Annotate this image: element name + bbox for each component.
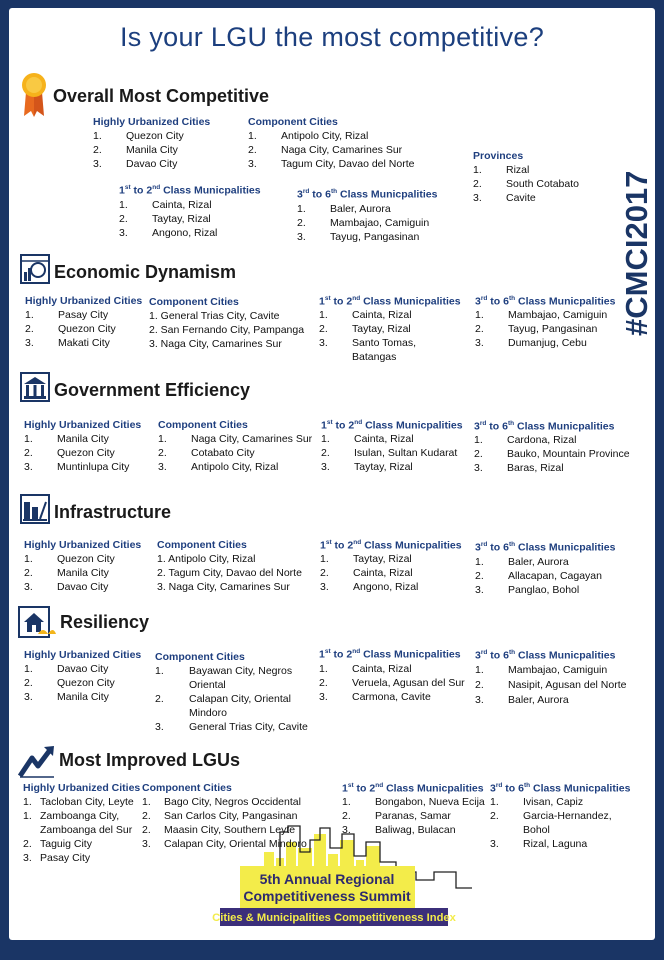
rank-number: 3. bbox=[490, 838, 499, 850]
rank-number: 2. bbox=[321, 447, 330, 459]
gov-huc-header: Highly Urbanized Cities bbox=[24, 419, 142, 431]
lgu-name: Tayug, Pangasinan bbox=[508, 323, 598, 335]
lgu-name: Mindoro bbox=[189, 707, 227, 719]
lgu-name: Tacloban City, Leyte bbox=[40, 796, 134, 808]
lgu-name: Pasay City bbox=[40, 852, 91, 864]
rank-number: 3. bbox=[93, 158, 102, 170]
rank-number: 2. bbox=[474, 448, 483, 460]
section-heading-most-improved: Most Improved LGUs bbox=[59, 750, 241, 770]
lgu-name: Cardona, Rizal bbox=[507, 434, 577, 446]
lgu-name: Makati City bbox=[58, 337, 110, 349]
lgu-name: Rizal bbox=[506, 164, 530, 176]
lgu-name: Quezon City bbox=[57, 447, 115, 459]
lgu-name: 2. Tagum City, Davao del Norte bbox=[157, 567, 302, 579]
summit-line-2: Competitiveness Summit bbox=[243, 888, 411, 904]
lgu-name: Davao City bbox=[57, 663, 109, 675]
lgu-name: Bauko, Mountain Province bbox=[507, 448, 630, 460]
econ-cc-header: Component Cities bbox=[149, 296, 239, 308]
rank-number: 1. bbox=[24, 553, 33, 565]
lgu-name: Santo Tomas, bbox=[352, 337, 417, 349]
lgu-name: 3. Naga City, Camarines Sur bbox=[149, 338, 282, 350]
lgu-name: Quezon City bbox=[126, 130, 184, 142]
gov-m12-header: 1st to 2nd Class Municpalities bbox=[321, 419, 463, 432]
lgu-name: Oriental bbox=[189, 679, 226, 691]
lgu-name: Tayug, Pangasinan bbox=[330, 231, 420, 243]
section-heading-government-efficiency: Government Efficiency bbox=[54, 380, 251, 400]
lgu-name: Manila City bbox=[126, 144, 178, 156]
rank-number: 3. bbox=[24, 461, 33, 473]
rank-number: 2. bbox=[93, 144, 102, 156]
lgu-name: Quezon City bbox=[57, 677, 115, 689]
rank-number: 2. bbox=[155, 693, 164, 705]
svg-text:#CMCI2017: #CMCI2017 bbox=[619, 170, 654, 336]
rank-number: 3. bbox=[297, 231, 306, 243]
lgu-name: Baras, Rizal bbox=[507, 462, 564, 474]
rank-number: 2. bbox=[142, 810, 151, 822]
rank-number: 3. bbox=[248, 158, 257, 170]
rank-number: 3. bbox=[23, 852, 32, 864]
rank-number: 1. bbox=[342, 796, 351, 808]
lgu-name: Panglao, Bohol bbox=[508, 584, 580, 596]
improved-huc-header: Highly Urbanized Cities bbox=[23, 782, 141, 794]
rank-number: 3. bbox=[142, 838, 151, 850]
improved-m36-header: 3rd to 6th Class Municpalities bbox=[490, 782, 631, 795]
lgu-name: Isulan, Sultan Kudarat bbox=[354, 447, 458, 459]
lgu-name: Taytay, Rizal bbox=[352, 323, 411, 335]
rank-number: 3. bbox=[24, 691, 33, 703]
lgu-name: Rizal, Laguna bbox=[523, 838, 588, 850]
rank-number: 1. bbox=[93, 130, 102, 142]
summit-line-1: 5th Annual Regional bbox=[259, 871, 395, 887]
lgu-name: Allacapan, Cagayan bbox=[508, 570, 602, 582]
lgu-name: Nasipit, Agusan del Norte bbox=[508, 679, 627, 691]
lgu-name: Zamboanga del Sur bbox=[40, 824, 133, 836]
rank-number: 1. bbox=[320, 553, 329, 565]
improved-cc-header: Component Cities bbox=[142, 782, 232, 794]
lgu-name: Taytay, Rizal bbox=[353, 553, 412, 565]
lgu-name: Bohol bbox=[523, 824, 550, 836]
lgu-name: Baler, Aurora bbox=[330, 203, 391, 215]
lgu-name: Antipolo City, Rizal bbox=[281, 130, 369, 142]
rank-number: 1. bbox=[474, 434, 483, 446]
lgu-name: 3. Naga City, Camarines Sur bbox=[157, 581, 290, 593]
lgu-name: Cotabato City bbox=[191, 447, 255, 459]
rank-number: 3. bbox=[473, 192, 482, 204]
lgu-name: Bayawan City, Negros bbox=[189, 665, 293, 677]
rank-number: 2. bbox=[23, 838, 32, 850]
rank-number: 3. bbox=[475, 584, 484, 596]
rank-number: 3. bbox=[155, 721, 164, 733]
lgu-name: Manila City bbox=[57, 567, 109, 579]
lgu-name: Dumanjug, Cebu bbox=[508, 337, 587, 349]
lgu-name: Mambajao, Camiguin bbox=[330, 217, 430, 229]
rank-number: 2. bbox=[319, 677, 328, 689]
lgu-name: Angono, Rizal bbox=[353, 581, 419, 593]
rank-number: 2. bbox=[475, 679, 484, 691]
lgu-name: San Carlos City, Pangasinan bbox=[164, 810, 298, 822]
overall-provinces-header: Provinces bbox=[473, 150, 524, 162]
rank-number: 1. bbox=[24, 433, 33, 445]
lgu-name: Paranas, Samar bbox=[375, 810, 451, 822]
rank-number: 2. bbox=[248, 144, 257, 156]
lgu-name: 2. San Fernando City, Pampanga bbox=[149, 324, 305, 336]
rank-number: 3. bbox=[24, 581, 33, 593]
economy-icon bbox=[20, 254, 50, 284]
rank-number: 3. bbox=[474, 462, 483, 474]
lgu-name: Mambajao, Camiguin bbox=[508, 664, 608, 676]
rank-number: 2. bbox=[25, 323, 34, 335]
rank-number: 2. bbox=[342, 810, 351, 822]
rank-number: 1. bbox=[158, 433, 167, 445]
rank-number: 2. bbox=[119, 213, 128, 225]
rank-number: 1. bbox=[475, 309, 484, 321]
rank-number: 2. bbox=[158, 447, 167, 459]
rank-number: 3. bbox=[119, 227, 128, 239]
rank-number: 1. bbox=[155, 665, 164, 677]
lgu-name: Cainta, Rizal bbox=[152, 199, 212, 211]
gov-cc-header: Component Cities bbox=[158, 419, 248, 431]
overall-cc-header: Component Cities bbox=[248, 116, 338, 128]
lgu-name: 1. Antipolo City, Rizal bbox=[157, 553, 256, 565]
lgu-name: Veruela, Agusan del Sur bbox=[352, 677, 465, 689]
lgu-name: Pasay City bbox=[58, 309, 109, 321]
lgu-name: Garcia-Hernandez, bbox=[523, 810, 612, 822]
lgu-name: Mambajao, Camiguin bbox=[508, 309, 608, 321]
cmci-hashtag bbox=[619, 108, 654, 338]
rank-number: 2. bbox=[475, 323, 484, 335]
lgu-name: Taytay, Rizal bbox=[354, 461, 413, 473]
lgu-name: Calapan City, Oriental Mindoro bbox=[164, 838, 307, 850]
lgu-name: South Cotabato bbox=[506, 178, 579, 190]
lgu-name: Carmona, Cavite bbox=[352, 691, 431, 703]
rank-number: 3. bbox=[321, 461, 330, 473]
rank-number: 1. bbox=[23, 810, 32, 822]
lgu-name: Cainta, Rizal bbox=[353, 567, 413, 579]
rank-number: 2. bbox=[24, 447, 33, 459]
rank-number: 1. bbox=[25, 309, 34, 321]
resil-huc-header: Highly Urbanized Cities bbox=[24, 649, 142, 661]
medal-icon bbox=[20, 72, 48, 118]
infra-m36-header: 3rd to 6th Class Municpalities bbox=[475, 541, 616, 554]
lgu-name: Davao City bbox=[126, 158, 178, 170]
section-heading-economic-dynamism: Economic Dynamism bbox=[54, 262, 237, 282]
rank-number: 1. bbox=[473, 164, 482, 176]
rank-number: 2. bbox=[297, 217, 306, 229]
lgu-name: Cainta, Rizal bbox=[352, 309, 412, 321]
rank-number: 3. bbox=[319, 691, 328, 703]
lgu-name: Cainta, Rizal bbox=[352, 663, 412, 675]
lgu-name: Batangas bbox=[352, 351, 397, 363]
lgu-name: General Trias City, Cavite bbox=[189, 721, 308, 733]
infra-huc-header: Highly Urbanized Cities bbox=[24, 539, 142, 551]
lgu-name: Baler, Aurora bbox=[508, 556, 569, 568]
lgu-name: 1. General Trias City, Cavite bbox=[149, 310, 280, 322]
rank-number: 1. bbox=[319, 309, 328, 321]
page-title: Is your LGU the most competitive? bbox=[119, 22, 545, 52]
rank-number: 3. bbox=[475, 694, 484, 706]
lgu-name: Naga City, Camarines Sur bbox=[191, 433, 313, 445]
econ-m36-header: 3rd to 6th Class Municpalities bbox=[475, 295, 616, 308]
lgu-name: Calapan City, Oriental bbox=[189, 693, 291, 705]
econ-huc-header: Highly Urbanized Cities bbox=[25, 295, 143, 307]
lgu-name: Angono, Rizal bbox=[152, 227, 218, 239]
section-heading-resiliency: Resiliency bbox=[60, 612, 150, 632]
rank-number: 3. bbox=[158, 461, 167, 473]
lgu-name: Antipolo City, Rizal bbox=[191, 461, 279, 473]
rank-number: 1. bbox=[490, 796, 499, 808]
infrastructure-icon bbox=[20, 494, 50, 524]
resiliency-house-icon bbox=[18, 606, 56, 640]
lgu-name: Baliwag, Bulacan bbox=[375, 824, 456, 836]
lgu-name: Bongabon, Nueva Ecija bbox=[375, 796, 485, 808]
infra-m12-header: 1st to 2nd Class Municpalities bbox=[320, 539, 462, 552]
infra-cc-header: Component Cities bbox=[157, 539, 247, 551]
lgu-name: Quezon City bbox=[57, 553, 115, 565]
improved-m12-header: 1st to 2nd Class Municpalities bbox=[342, 782, 484, 795]
gov-m36-header: 3rd to 6th Class Municpalities bbox=[474, 420, 615, 433]
rank-number: 1. bbox=[475, 556, 484, 568]
section-heading-infrastructure: Infrastructure bbox=[54, 502, 172, 522]
rank-number: 1. bbox=[475, 664, 484, 676]
lgu-name: Baler, Aurora bbox=[508, 694, 569, 706]
rank-number: 1. bbox=[142, 796, 151, 808]
lgu-name: Davao City bbox=[57, 581, 109, 593]
rank-number: 2. bbox=[490, 810, 499, 822]
rank-number: 3. bbox=[319, 337, 328, 349]
rank-number: 2. bbox=[320, 567, 329, 579]
rank-number: 2. bbox=[24, 567, 33, 579]
rank-number: 3. bbox=[475, 337, 484, 349]
resil-m36-header: 3rd to 6th Class Municpalities bbox=[475, 649, 616, 662]
lgu-name: Manila City bbox=[57, 691, 109, 703]
lgu-name: Manila City bbox=[57, 433, 109, 445]
rank-number: 2. bbox=[473, 178, 482, 190]
lgu-name: Cainta, Rizal bbox=[354, 433, 414, 445]
government-building-icon bbox=[20, 372, 50, 402]
rank-number: 2. bbox=[319, 323, 328, 335]
lgu-name: Quezon City bbox=[58, 323, 116, 335]
lgu-name: Cavite bbox=[506, 192, 536, 204]
lgu-name: Zamboanga City, bbox=[40, 810, 120, 822]
rank-number: 2. bbox=[24, 677, 33, 689]
lgu-name: Muntinlupa City bbox=[57, 461, 130, 473]
rank-number: 3. bbox=[25, 337, 34, 349]
resil-cc-header: Component Cities bbox=[155, 651, 245, 663]
trend-arrow-icon bbox=[18, 744, 56, 778]
lgu-name: Taytay, Rizal bbox=[152, 213, 211, 225]
lgu-name: Ivisan, Capiz bbox=[523, 796, 584, 808]
rank-number: 1. bbox=[248, 130, 257, 142]
lgu-name: Bago City, Negros Occidental bbox=[164, 796, 301, 808]
lgu-name: Taguig City bbox=[40, 838, 92, 850]
rank-number: 1. bbox=[119, 199, 128, 211]
rank-number: 2. bbox=[142, 824, 151, 836]
rank-number: 3. bbox=[342, 824, 351, 836]
resil-m12-header: 1st to 2nd Class Municpalities bbox=[319, 648, 461, 661]
rank-number: 1. bbox=[297, 203, 306, 215]
lgu-name: Maasin City, Southern Leyte bbox=[164, 824, 296, 836]
econ-m12-header: 1st to 2nd Class Municpalities bbox=[319, 295, 461, 308]
rank-number: 1. bbox=[321, 433, 330, 445]
rank-number: 3. bbox=[320, 581, 329, 593]
overall-m12-header: 1st to 2nd Class Municpalities bbox=[119, 184, 261, 197]
rank-number: 1. bbox=[319, 663, 328, 675]
rank-number: 1. bbox=[23, 796, 32, 808]
section-heading-overall: Overall Most Competitive bbox=[53, 86, 270, 106]
overall-huc-header: Highly Urbanized Cities bbox=[93, 116, 211, 128]
lgu-name: Tagum City, Davao del Norte bbox=[281, 158, 415, 170]
overall-m36-header: 3rd to 6th Class Municpalities bbox=[297, 188, 438, 201]
rank-number: 1. bbox=[24, 663, 33, 675]
lgu-name: Naga City, Camarines Sur bbox=[281, 144, 403, 156]
rank-number: 2. bbox=[475, 570, 484, 582]
summit-line-3: Cities & Municipalities Competitiveness Index bbox=[212, 912, 456, 924]
